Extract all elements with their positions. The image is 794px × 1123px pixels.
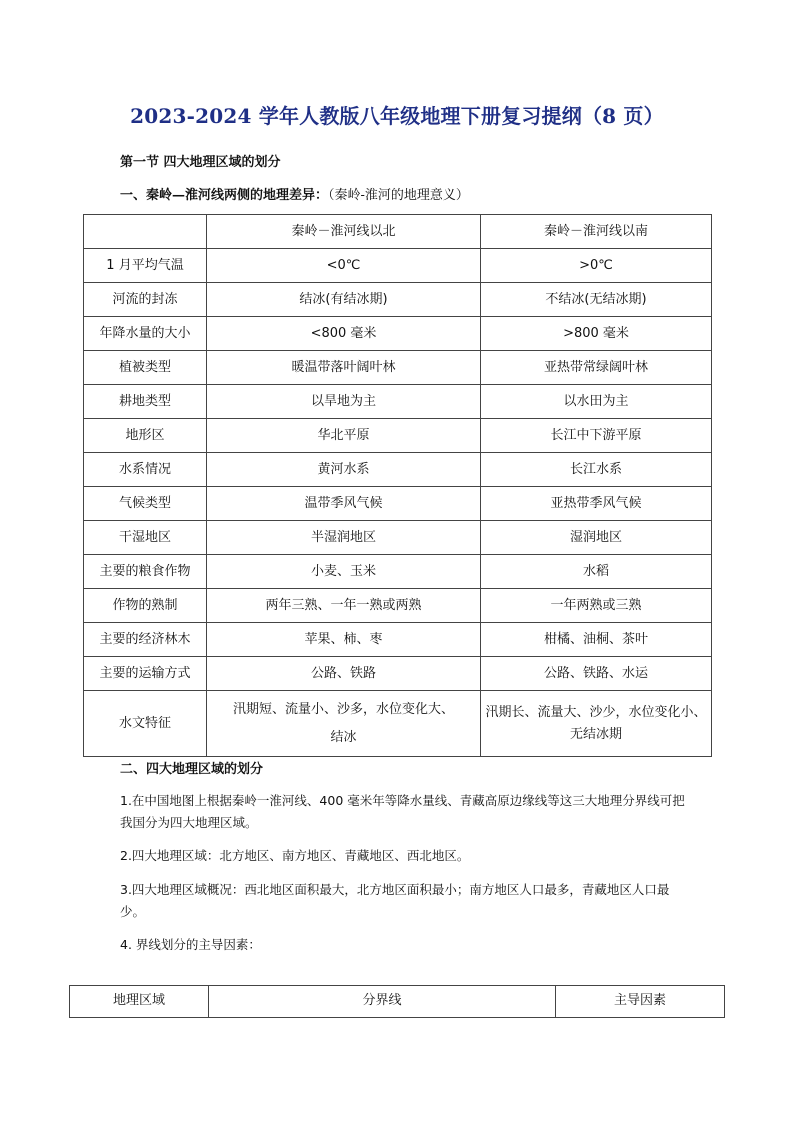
table-row (84, 623, 712, 657)
row-label: 主要的粮食作物 (84, 555, 207, 589)
table-row (84, 589, 712, 623)
table-row (84, 487, 712, 521)
table-row (84, 521, 712, 555)
north-cell (207, 691, 481, 757)
table-row (84, 351, 712, 385)
table-header-cell (84, 215, 207, 249)
north-cell-line: 汛期短、流量小、沙多，水位变化大、 (232, 701, 454, 717)
south-cell (481, 691, 712, 757)
row-label: 水系情况 (84, 453, 207, 487)
row-label: 河流的封冻 (84, 283, 207, 317)
document-title: 2023-2024 学年人教版八年级地理下册复习提纲（8 页） (130, 104, 664, 128)
paragraph: 3.四大地理区域概况：西北地区面积最大，北方地区面积最小；南方地区人口最多，青藏地区人口最少。 (120, 882, 670, 919)
south-cell: 长江水系 (481, 453, 712, 487)
table-row (84, 453, 712, 487)
row-label: 作物的熟制 (84, 589, 207, 623)
table-row (84, 555, 712, 589)
table-header-row (84, 215, 712, 249)
subsection-heading-note: （秦岭-淮河的地理意义） (328, 188, 469, 203)
north-cell-line: 结冰 (330, 729, 357, 745)
row-label: 耕地类型 (84, 385, 207, 419)
table-row (84, 657, 712, 691)
table-header-cell: 秦岭－淮河线以北 (207, 215, 481, 249)
south-cell: 公路、铁路、水运 (481, 657, 712, 691)
boundary-table (69, 985, 725, 1018)
section-heading: 二、四大地理区域的划分 (120, 762, 264, 777)
south-cell-line: 汛期长、流量大、沙少，水位变化小、 (485, 704, 707, 720)
row-label: 植被类型 (84, 351, 207, 385)
south-cell-line: 无结冰期 (569, 726, 622, 742)
table-row (84, 317, 712, 351)
paragraph: 4. 界线划分的主导因素： (120, 937, 261, 952)
north-cell: 公路、铁路 (207, 657, 481, 691)
row-label: 气候类型 (84, 487, 207, 521)
subsection-heading (120, 184, 469, 203)
north-cell: 温带季风气候 (207, 487, 481, 521)
comparison-table (83, 214, 712, 757)
north-cell: 小麦、玉米 (207, 555, 481, 589)
row-label: 1 月平均气温 (84, 249, 207, 283)
row-label: 干湿地区 (84, 521, 207, 555)
north-cell: 半湿润地区 (207, 521, 481, 555)
table-header-cell: 主导因素 (556, 986, 725, 1018)
table-header-cell: 分界线 (209, 986, 556, 1018)
south-cell: 不结冰(无结冰期) (481, 283, 712, 317)
north-cell: 黄河水系 (207, 453, 481, 487)
table-header-row (70, 986, 725, 1018)
north-cell: 结冰(有结冰期) (207, 283, 481, 317)
row-label: 水文特征 (84, 691, 207, 757)
paragraph: 1.在中国地图上根据秦岭一淮河线、400 毫米年等降水量线、青藏高原边缘线等这三大地理分界线可把我国分为四大地理区域。 (120, 793, 685, 830)
south-cell: 湿润地区 (481, 521, 712, 555)
row-label: 主要的运输方式 (84, 657, 207, 691)
south-cell: 以水田为主 (481, 385, 712, 419)
south-cell: 长江中下游平原 (481, 419, 712, 453)
north-cell: 暖温带落叶阔叶林 (207, 351, 481, 385)
north-cell: 华北平原 (207, 419, 481, 453)
north-cell: 以旱地为主 (207, 385, 481, 419)
section-heading: 第一节 四大地理区域的划分 (120, 155, 281, 170)
south-cell: 亚热带常绿阔叶林 (481, 351, 712, 385)
south-cell: 柑橘、油桐、茶叶 (481, 623, 712, 657)
table-header-cell: 地理区域 (70, 986, 209, 1018)
row-label: 年降水量的大小 (84, 317, 207, 351)
north-cell: <800 毫米 (207, 317, 481, 351)
north-cell: 苹果、柿、枣 (207, 623, 481, 657)
south-cell: 亚热带季风气候 (481, 487, 712, 521)
table-header-cell: 秦岭－淮河线以南 (481, 215, 712, 249)
table-row (84, 283, 712, 317)
south-cell: 一年两熟或三熟 (481, 589, 712, 623)
row-label: 地形区 (84, 419, 207, 453)
north-cell: 两年三熟、一年一熟或两熟 (207, 589, 481, 623)
north-cell: <0℃ (207, 249, 481, 283)
table-row (84, 249, 712, 283)
south-cell: 水稻 (481, 555, 712, 589)
paragraph: 2.四大地理区域：北方地区、南方地区、青藏地区、西北地区。 (120, 848, 470, 863)
row-label: 主要的经济林木 (84, 623, 207, 657)
subsection-heading-main: 一、秦岭—淮河线两侧的地理差异： (120, 188, 329, 203)
table-row (84, 691, 712, 757)
table-row (84, 419, 712, 453)
table-row (84, 385, 712, 419)
south-cell: >800 毫米 (481, 317, 712, 351)
south-cell: >0℃ (481, 249, 712, 283)
